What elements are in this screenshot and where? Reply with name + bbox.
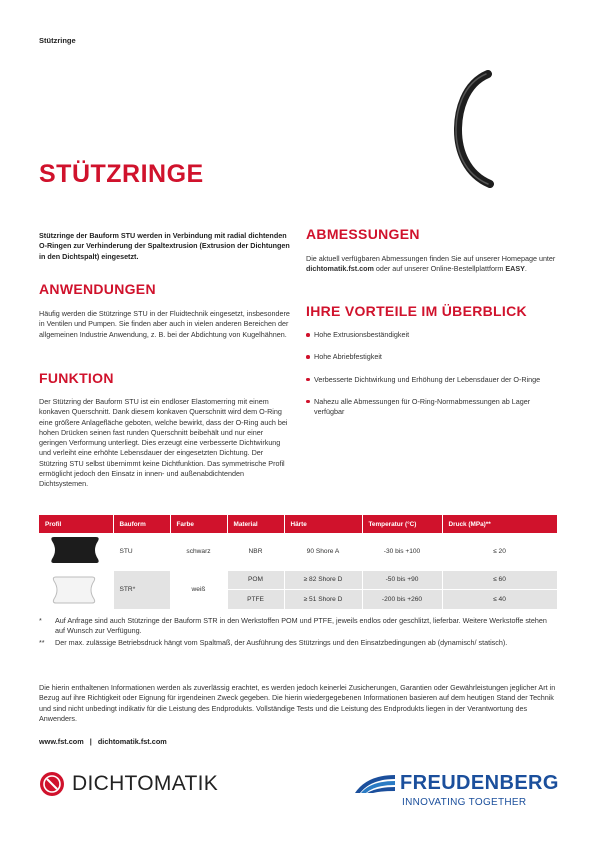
- footnotes: [39, 616, 557, 649]
- profile-stu-cell: [39, 533, 113, 570]
- easy-link[interactable]: EASY: [505, 264, 525, 274]
- table-cell: -30 bis +100: [362, 533, 442, 570]
- abmessungen-text-part: oder auf unserer Online-Bestellplattform: [373, 264, 506, 274]
- table-cell: ≤ 60: [442, 570, 557, 590]
- stu-profile-icon: [48, 533, 104, 567]
- footnote-text: Auf Anfrage sind auch Stützringe der Bauform STR in den Werkstoffen POM und PTFE, jeweils endlos oder geschlitzt, lieferbar. Weitere Werkstoffe stehen auf Wunsch zur Verfügung.: [55, 616, 547, 636]
- profile-str-cell: [39, 570, 113, 609]
- dichtomatik-site-link[interactable]: dichtomatik.fst.com: [97, 737, 167, 746]
- table-cell: -200 bis +260: [362, 590, 442, 610]
- col-header-profil: Profil: [39, 515, 113, 533]
- table-cell: STU: [113, 533, 170, 570]
- freudenberg-tagline: INNOVATING TOGETHER: [402, 797, 527, 808]
- table-cell: ≥ 51 Shore D: [284, 590, 362, 610]
- col-header-material: Material: [227, 515, 284, 533]
- footnote: [39, 638, 557, 648]
- freudenberg-wordmark: FREUDENBERG: [400, 772, 559, 794]
- table-cell: PTFE: [227, 590, 284, 610]
- spec-table: [39, 515, 558, 610]
- dichtomatik-link[interactable]: dichtomatik.fst.com: [306, 264, 374, 274]
- dichtomatik-emblem-icon: [39, 771, 65, 797]
- col-header-bauform: Bauform: [113, 515, 170, 533]
- footnote-mark: *: [39, 616, 42, 625]
- footnote-text: Der max. zulässige Betriebsdruck hängt vom Spaltmaß, der Ausführung des Stützrings und den Einsatzbedingungen ab (dynamisch/ statisch).: [55, 637, 508, 647]
- table-cell: 90 Shore A: [284, 533, 362, 570]
- fst-link[interactable]: www.fst.com: [39, 737, 84, 746]
- heading-abmessungen: ABMESSUNGEN: [306, 226, 420, 242]
- abmessungen-text-part: Die aktuell verfügbaren Abmessungen finden Sie auf unserer Homepage unter: [306, 254, 556, 263]
- table-cell: STR*: [113, 570, 170, 609]
- footer-links: [39, 737, 167, 746]
- table-cell: ≥ 82 Shore D: [284, 570, 362, 590]
- footnote: [39, 616, 557, 637]
- table-row: [39, 533, 557, 570]
- str-profile-icon: [48, 571, 104, 607]
- table-row: [39, 570, 557, 590]
- vorteile-item: Verbesserte Dichtwirkung und Erhöhung der Lebensdauer der O-Ringe: [306, 375, 558, 385]
- heading-anwendungen: ANWENDUNGEN: [39, 281, 156, 297]
- table-cell: ≤ 40: [442, 590, 557, 610]
- freudenberg-logo: [355, 772, 559, 808]
- abmessungen-text: [306, 254, 556, 275]
- heading-vorteile: IHRE VORTEILE IM ÜBERBLICK: [306, 303, 527, 319]
- table-cell: -50 bis +90: [362, 570, 442, 590]
- table-header-row: [39, 515, 557, 533]
- dichtomatik-logo: [39, 771, 218, 797]
- col-header-temperatur: Temperatur (°C): [362, 515, 442, 533]
- col-header-farbe: Farbe: [170, 515, 227, 533]
- vorteile-list: [306, 330, 558, 417]
- table-cell: NBR: [227, 533, 284, 570]
- vorteile-item: Hohe Extrusionsbeständigkeit: [306, 330, 558, 340]
- col-header-haerte: Härte: [284, 515, 362, 533]
- heading-funktion: FUNKTION: [39, 370, 114, 386]
- freudenberg-wave-icon: [355, 773, 395, 795]
- link-separator: |: [89, 737, 92, 746]
- table-cell: POM: [227, 570, 284, 590]
- page-title: STÜTZRINGE: [39, 160, 204, 188]
- backup-ring-image: [448, 70, 508, 188]
- disclaimer-text: Die hierin enthaltenen Informationen werden als zuverlässig erachtet, es werden jedoch keinerlei Zusicherungen, Garantien oder Gewährleistungen jeglicher Art in Bezug auf ihre Richtigkeit oder Eignung für irgendeinen Zweck gegeben. Die hierin wiedergegebenen Informationen basieren auf dem heutigen Stand der Technik und sind nicht unbedingt indikativ für die Leistung des Endprodukts. Vollständige Tests und die Leistung des Endprodukts liegen in der Verantwortung des Anwenders.: [39, 683, 556, 723]
- footnote-mark: **: [39, 637, 45, 647]
- dichtomatik-wordmark: DICHTOMATIK: [72, 772, 219, 795]
- vorteile-item: Hohe Abriebfestigkeit: [306, 352, 558, 362]
- abmessungen-text-part: .: [524, 264, 527, 274]
- anwendungen-text: Häufig werden die Stützringe STU in der Fluidtechnik eingesetzt, insbesondere in Ventilen und Pumpen. Sie finden aber auch in vielen anderen Bereichen der allgemeinen Industrie Anwendung, z. B. bei der Abdichtung von Kugelhähnen.: [39, 309, 290, 339]
- intro-text: Stützringe der Bauform STU werden in Verbindung mit radial dichtenden O-Ringen zur Verhinderung der Spaltextrusion (Extrusion der Dichtungen in den Dichtspalt) eingesetzt.: [39, 231, 290, 261]
- funktion-text: Der Stützring der Bauform STU ist ein endloser Elastomerring mit einem konkaven Querschnitt. Dank diesem konkaven Querschnitt wird dem O-Ring eine größere Anlagefläche geboten, welche bewirkt, dass der O-Ring auch bei hohen Drücken seinen fast runden Querschnitt beibehält und nur einer geringen Verformung unterliegt. Dies erzeugt eine verbesserte Dichtwirkung und verleiht eine erhöhte Lebensdauer der eingesetzten Dichtung. Der Stützring STU selbst übernimmt keine Dichtfunktion. Das symmetrische Profil ermöglicht jedoch den Einsatz in innen- und außenabdichtenden Dichtsystemen.: [39, 397, 288, 489]
- breadcrumb: Stützringe: [39, 36, 76, 45]
- vorteile-item: Nahezu alle Abmessungen für O-Ring-Normabmessungen ab Lager verfügbar: [306, 397, 558, 418]
- col-header-druck: Druck (MPa)**: [442, 515, 557, 533]
- table-cell: ≤ 20: [442, 533, 557, 570]
- table-cell: weiß: [170, 570, 227, 609]
- table-cell: schwarz: [170, 533, 227, 570]
